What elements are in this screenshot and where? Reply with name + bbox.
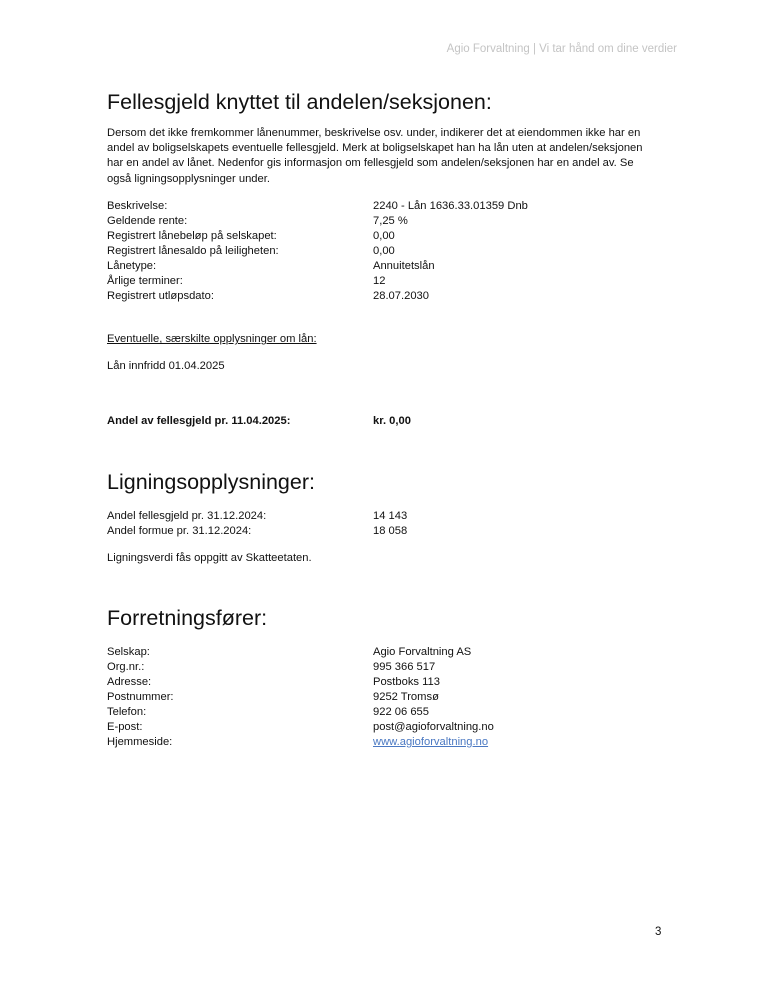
row-value: 0,00: [373, 245, 395, 257]
row-value: Agio Forvaltning AS: [373, 646, 472, 658]
tax-note: Ligningsverdi fås oppgitt av Skatteetaten.: [107, 552, 312, 564]
page-number: 3: [655, 926, 662, 938]
row-value: 0,00: [373, 230, 395, 242]
website-label: Hjemmeside:: [107, 736, 173, 748]
manager-section-title: Forretningsfører:: [107, 606, 268, 630]
row-label: Registrert utløpsdato:: [107, 290, 214, 302]
debt-section-title: Fellesgjeld knyttet til andelen/seksjonen:: [107, 90, 492, 114]
tax-row-wealth-share: [107, 524, 667, 539]
row-label: Telefon:: [107, 706, 147, 718]
row-value: 995 366 517: [373, 661, 436, 673]
debt-row-interest: [107, 214, 667, 229]
row-label: Registrert lånebeløp på selskapet:: [107, 230, 277, 242]
manager-details-table: [107, 645, 667, 750]
debt-row-loan-type: [107, 259, 667, 274]
debt-details-table: [107, 199, 667, 304]
row-value: 9252 Tromsø: [373, 691, 439, 703]
debt-row-apartment-balance: [107, 244, 667, 259]
row-label: Lånetype:: [107, 260, 157, 272]
debt-total-label: Andel av fellesgjeld pr. 11.04.2025:: [107, 415, 291, 427]
row-value: 2240 - Lån 1636.33.01359 Dnb: [373, 200, 528, 212]
row-value: 7,25 %: [373, 215, 408, 227]
row-value: Postboks 113: [373, 676, 440, 688]
header-tagline: Agio Forvaltning | Vi tar hånd om dine verdier: [446, 43, 677, 55]
tax-details-table: [107, 509, 667, 539]
debt-row-description: [107, 199, 667, 214]
row-label: Andel formue pr. 31.12.2024:: [107, 525, 252, 537]
row-label: Registrert lånesaldo på leiligheten:: [107, 245, 279, 257]
row-value: Annuitetslån: [373, 260, 435, 272]
row-label: Andel fellesgjeld pr. 31.12.2024:: [107, 510, 267, 522]
debt-row-annual-terms: [107, 274, 667, 289]
row-value: 28.07.2030: [373, 290, 429, 302]
row-label: Geldende rente:: [107, 215, 188, 227]
tax-section-title: Ligningsopplysninger:: [107, 470, 315, 494]
manager-row-phone: [107, 705, 667, 720]
manager-row-address: [107, 675, 667, 690]
row-value: 12: [373, 275, 386, 287]
row-value: 922 06 655: [373, 706, 429, 718]
row-label: Selskap:: [107, 646, 150, 658]
special-info-note: Lån innfridd 01.04.2025: [107, 360, 225, 372]
row-label: Beskrivelse:: [107, 200, 168, 212]
row-label: Årlige terminer:: [107, 275, 183, 287]
debt-total: [107, 414, 667, 429]
row-label: E-post:: [107, 721, 143, 733]
manager-row-postcode: [107, 690, 667, 705]
manager-row-website: [107, 735, 667, 750]
row-label: Postnummer:: [107, 691, 174, 703]
debt-row-expiry-date: [107, 289, 667, 304]
manager-row-email: [107, 720, 667, 735]
debt-intro-paragraph: Dersom det ikke fremkommer lånenummer, beskrivelse osv. under, indikerer det at eiendommen ikke har en andel av boligselskapets eventuelle fellesgjeld. Merk at boligselskapet han ha lån uten at andelen/seksjonen har en andel av lånet. Nedenfor gis informasjon om fellesgjeld som andelen/seksjonen har en andel av. Se også ligningsopplysninger under.: [107, 127, 643, 185]
debt-row-company-loan: [107, 229, 667, 244]
row-value: 14 143: [373, 510, 408, 522]
debt-total-value: kr. 0,00: [373, 415, 411, 427]
row-value: post@agioforvaltning.no: [373, 721, 494, 733]
manager-row-company: [107, 645, 667, 660]
row-value: 18 058: [373, 525, 408, 537]
row-label: Adresse:: [107, 676, 152, 688]
website-link[interactable]: www.agioforvaltning.no: [373, 736, 489, 748]
tax-row-debt-share: [107, 509, 667, 524]
manager-row-org-number: [107, 660, 667, 675]
debt-total-row: [107, 414, 667, 429]
row-label: Org.nr.:: [107, 661, 145, 673]
special-info-heading: Eventuelle, særskilte opplysninger om lån:: [107, 333, 317, 345]
